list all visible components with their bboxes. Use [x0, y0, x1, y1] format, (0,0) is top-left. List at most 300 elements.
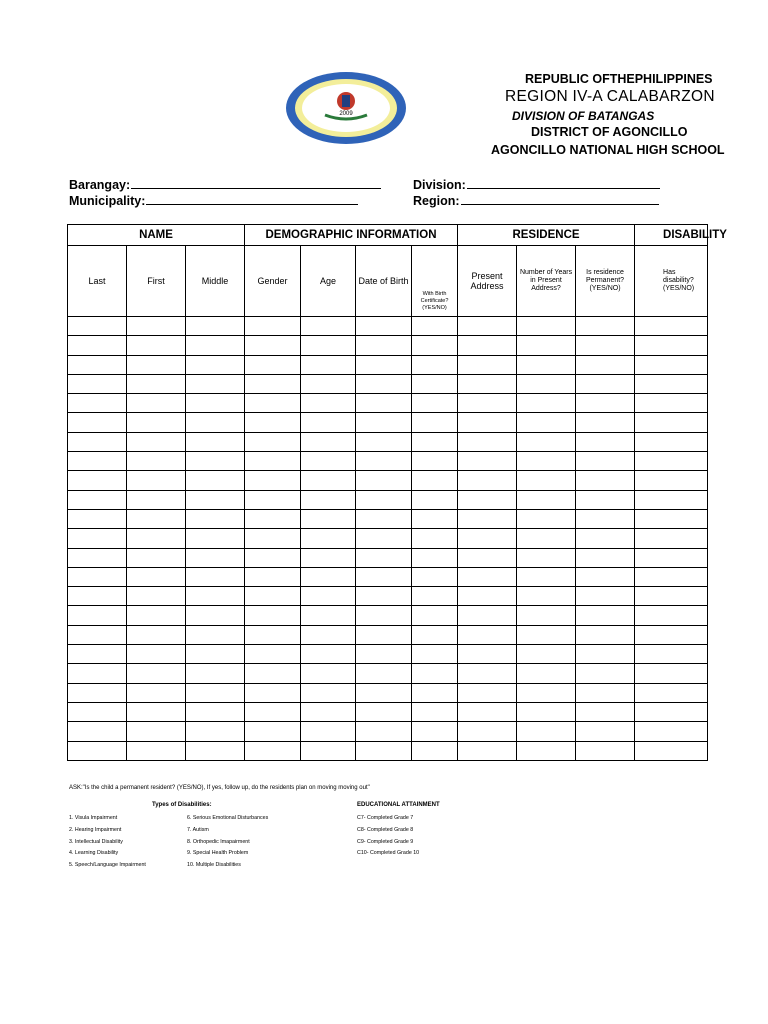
table-cell[interactable]	[458, 741, 517, 760]
table-cell[interactable]	[245, 702, 301, 721]
table-cell[interactable]	[356, 741, 412, 760]
table-cell[interactable]	[517, 355, 576, 374]
table-cell[interactable]	[301, 452, 356, 471]
table-cell[interactable]	[356, 529, 412, 548]
table-cell[interactable]	[412, 529, 458, 548]
table-cell[interactable]	[68, 394, 127, 413]
col-years-present-address: Number of Years in Present Address?	[517, 246, 576, 317]
table-cell[interactable]	[127, 722, 186, 741]
table-cell[interactable]	[356, 355, 412, 374]
table-cell[interactable]	[245, 548, 301, 567]
table-cell[interactable]	[245, 355, 301, 374]
table-cell[interactable]	[356, 664, 412, 683]
table-cell[interactable]	[412, 567, 458, 586]
table-body	[68, 317, 708, 761]
table-cell[interactable]	[301, 645, 356, 664]
table-cell[interactable]	[412, 413, 458, 432]
table-cell[interactable]	[186, 567, 245, 586]
table-cell[interactable]	[356, 432, 412, 451]
table-cell[interactable]	[412, 702, 458, 721]
table-cell[interactable]	[517, 336, 576, 355]
table-cell[interactable]	[517, 587, 576, 606]
barangay-label: Barangay:	[69, 178, 131, 192]
table-cell[interactable]	[412, 471, 458, 490]
table-cell[interactable]	[186, 606, 245, 625]
table-cell[interactable]	[186, 374, 245, 393]
table-cell[interactable]	[576, 394, 635, 413]
table-row	[68, 567, 708, 586]
table-cell[interactable]	[412, 355, 458, 374]
table-cell[interactable]	[412, 625, 458, 644]
table-cell[interactable]	[458, 490, 517, 509]
table-cell[interactable]	[458, 548, 517, 567]
disability-types-list-1	[69, 813, 146, 872]
table-cell[interactable]	[517, 645, 576, 664]
table-cell[interactable]	[517, 625, 576, 644]
table-cell[interactable]	[127, 606, 186, 625]
table-row	[68, 683, 708, 702]
header-district: DISTRICT OF AGONCILLO	[531, 125, 688, 139]
table-cell[interactable]	[245, 471, 301, 490]
table-cell[interactable]	[412, 509, 458, 528]
table-cell[interactable]	[68, 664, 127, 683]
table-cell[interactable]	[576, 567, 635, 586]
table-cell[interactable]	[635, 374, 708, 393]
table-cell[interactable]	[68, 336, 127, 355]
table-cell[interactable]	[576, 645, 635, 664]
table-cell[interactable]	[186, 317, 245, 336]
table-cell[interactable]	[301, 722, 356, 741]
table-cell[interactable]	[517, 394, 576, 413]
table-cell[interactable]	[517, 452, 576, 471]
barangay-field[interactable]	[69, 177, 381, 192]
table-cell[interactable]	[517, 432, 576, 451]
table-cell[interactable]	[245, 606, 301, 625]
table-cell[interactable]	[412, 317, 458, 336]
table-cell[interactable]	[356, 606, 412, 625]
table-cell[interactable]	[412, 587, 458, 606]
table-cell[interactable]	[68, 355, 127, 374]
table-cell[interactable]	[68, 741, 127, 760]
table-cell[interactable]	[635, 548, 708, 567]
table-cell[interactable]	[186, 336, 245, 355]
table-cell[interactable]	[356, 374, 412, 393]
table-cell[interactable]	[517, 413, 576, 432]
table-cell[interactable]	[127, 702, 186, 721]
table-cell[interactable]	[576, 741, 635, 760]
table-cell[interactable]	[458, 567, 517, 586]
table-cell[interactable]	[412, 490, 458, 509]
table-cell[interactable]	[635, 587, 708, 606]
municipality-blank[interactable]	[146, 193, 358, 205]
table-cell[interactable]	[356, 683, 412, 702]
table-cell[interactable]	[458, 664, 517, 683]
table-cell[interactable]	[517, 606, 576, 625]
table-cell[interactable]	[576, 722, 635, 741]
table-cell[interactable]	[186, 625, 245, 644]
table-cell[interactable]	[635, 452, 708, 471]
table-cell[interactable]	[635, 471, 708, 490]
table-cell[interactable]	[356, 452, 412, 471]
table-cell[interactable]	[356, 587, 412, 606]
table-cell[interactable]	[576, 664, 635, 683]
table-cell[interactable]	[517, 529, 576, 548]
table-cell[interactable]	[186, 432, 245, 451]
table-cell[interactable]	[635, 645, 708, 664]
table-cell[interactable]	[127, 394, 186, 413]
table-cell[interactable]	[127, 548, 186, 567]
table-cell[interactable]	[576, 317, 635, 336]
table-cell[interactable]	[458, 317, 517, 336]
table-cell[interactable]	[245, 509, 301, 528]
educational-attainment-item: C9- Completed Grade 9	[357, 838, 414, 845]
table-cell[interactable]	[517, 509, 576, 528]
table-cell[interactable]	[458, 374, 517, 393]
table-cell[interactable]	[412, 683, 458, 702]
table-cell[interactable]	[412, 664, 458, 683]
table-cell[interactable]	[245, 413, 301, 432]
table-cell[interactable]	[186, 722, 245, 741]
col-last: Last	[68, 246, 127, 317]
table-cell[interactable]	[186, 587, 245, 606]
table-cell[interactable]	[576, 471, 635, 490]
table-cell[interactable]	[412, 374, 458, 393]
table-cell[interactable]	[356, 394, 412, 413]
section-residence: RESIDENCE	[458, 225, 635, 246]
col-gender: Gender	[245, 246, 301, 317]
table-cell[interactable]	[68, 587, 127, 606]
table-cell[interactable]	[245, 394, 301, 413]
table-cell[interactable]	[186, 548, 245, 567]
table-cell[interactable]	[356, 722, 412, 741]
table-cell[interactable]	[356, 625, 412, 644]
table-cell[interactable]	[301, 336, 356, 355]
table-cell[interactable]	[356, 471, 412, 490]
col-date-of-birth: Date of Birth	[356, 246, 412, 317]
table-cell[interactable]	[68, 432, 127, 451]
table-cell[interactable]	[301, 702, 356, 721]
disability-type-item: 10. Multiple Disabilities	[187, 862, 241, 869]
table-cell[interactable]	[186, 490, 245, 509]
table-cell[interactable]	[186, 509, 245, 528]
table-cell[interactable]	[301, 664, 356, 683]
table-cell[interactable]	[68, 413, 127, 432]
table-cell[interactable]	[458, 432, 517, 451]
table-cell[interactable]	[517, 567, 576, 586]
table-cell[interactable]	[458, 702, 517, 721]
table-cell[interactable]	[127, 471, 186, 490]
table-cell[interactable]	[301, 374, 356, 393]
table-cell[interactable]	[186, 413, 245, 432]
table-row	[68, 606, 708, 625]
table-cell[interactable]	[127, 567, 186, 586]
table-cell[interactable]	[576, 336, 635, 355]
table-cell[interactable]	[576, 509, 635, 528]
table-row	[68, 625, 708, 644]
table-cell[interactable]	[356, 413, 412, 432]
table-cell[interactable]	[458, 413, 517, 432]
table-cell[interactable]	[635, 432, 708, 451]
table-cell[interactable]	[245, 625, 301, 644]
table-cell[interactable]	[68, 452, 127, 471]
barangay-blank[interactable]	[131, 177, 381, 189]
table-row	[68, 529, 708, 548]
table-cell[interactable]	[635, 355, 708, 374]
col-birth-certificate: With Birth Certificate? (YES/NO)	[412, 246, 458, 317]
column-header-row	[68, 246, 708, 317]
table-cell[interactable]	[68, 625, 127, 644]
table-cell[interactable]	[68, 645, 127, 664]
table-cell[interactable]	[635, 702, 708, 721]
table-cell[interactable]	[635, 336, 708, 355]
table-cell[interactable]	[245, 336, 301, 355]
table-cell[interactable]	[458, 625, 517, 644]
table-cell[interactable]	[68, 471, 127, 490]
table-cell[interactable]	[127, 587, 186, 606]
table-cell[interactable]	[301, 413, 356, 432]
table-cell[interactable]	[186, 529, 245, 548]
table-cell[interactable]	[635, 741, 708, 760]
table-cell[interactable]	[127, 664, 186, 683]
table-cell[interactable]	[635, 683, 708, 702]
table-row	[68, 645, 708, 664]
table-cell[interactable]	[635, 625, 708, 644]
disability-type-item: 5. Speech/Language Impairment	[69, 862, 146, 869]
table-cell[interactable]	[517, 683, 576, 702]
table-cell[interactable]	[576, 702, 635, 721]
table-cell[interactable]	[576, 355, 635, 374]
table-cell[interactable]	[245, 587, 301, 606]
col-age: Age	[301, 246, 356, 317]
table-cell[interactable]	[68, 702, 127, 721]
table-cell[interactable]	[412, 606, 458, 625]
table-cell[interactable]	[412, 741, 458, 760]
table-cell[interactable]	[186, 394, 245, 413]
table-cell[interactable]	[186, 645, 245, 664]
table-cell[interactable]	[517, 548, 576, 567]
table-cell[interactable]	[356, 702, 412, 721]
table-cell[interactable]	[458, 587, 517, 606]
table-row	[68, 452, 708, 471]
table-cell[interactable]	[68, 722, 127, 741]
table-cell[interactable]	[301, 529, 356, 548]
table-row	[68, 432, 708, 451]
table-cell[interactable]	[635, 413, 708, 432]
table-cell[interactable]	[458, 529, 517, 548]
table-cell[interactable]	[635, 606, 708, 625]
table-cell[interactable]	[576, 432, 635, 451]
table-cell[interactable]	[576, 683, 635, 702]
table-cell[interactable]	[576, 529, 635, 548]
table-cell[interactable]	[458, 606, 517, 625]
table-cell[interactable]	[245, 529, 301, 548]
table-cell[interactable]	[301, 741, 356, 760]
table-cell[interactable]	[635, 664, 708, 683]
table-cell[interactable]	[245, 567, 301, 586]
table-cell[interactable]	[517, 664, 576, 683]
table-cell[interactable]	[301, 317, 356, 336]
table-cell[interactable]	[301, 471, 356, 490]
table-cell[interactable]	[186, 741, 245, 760]
table-cell[interactable]	[356, 567, 412, 586]
section-disability: DISABILITY	[635, 225, 708, 246]
table-cell[interactable]	[245, 664, 301, 683]
table-cell[interactable]	[458, 452, 517, 471]
table-cell[interactable]	[186, 683, 245, 702]
table-cell[interactable]	[517, 317, 576, 336]
table-row	[68, 490, 708, 509]
table-cell[interactable]	[301, 509, 356, 528]
table-cell[interactable]	[301, 355, 356, 374]
table-cell[interactable]	[458, 471, 517, 490]
table-cell[interactable]	[127, 413, 186, 432]
table-row	[68, 702, 708, 721]
table-cell[interactable]	[576, 587, 635, 606]
table-cell[interactable]	[412, 432, 458, 451]
table-cell[interactable]	[127, 336, 186, 355]
table-cell[interactable]	[68, 529, 127, 548]
table-cell[interactable]	[576, 452, 635, 471]
table-cell[interactable]	[245, 452, 301, 471]
table-row	[68, 336, 708, 355]
col-first: First	[127, 246, 186, 317]
table-cell[interactable]	[576, 374, 635, 393]
table-cell[interactable]	[412, 452, 458, 471]
ask-note: ASK:"Is the child a permanent resident? (YES/NO), If yes, follow up, do the residents plan on moving moving out"	[69, 785, 370, 791]
table-cell[interactable]	[517, 490, 576, 509]
table-cell[interactable]	[412, 645, 458, 664]
educational-attainment-title: EDUCATIONAL ATTAINMENT	[357, 802, 440, 808]
table-cell[interactable]	[127, 452, 186, 471]
table-cell[interactable]	[458, 509, 517, 528]
table-cell[interactable]	[458, 394, 517, 413]
table-cell[interactable]	[186, 452, 245, 471]
table-cell[interactable]	[186, 471, 245, 490]
table-cell[interactable]	[635, 529, 708, 548]
table-cell[interactable]	[635, 567, 708, 586]
learner-table	[67, 224, 727, 761]
table-cell[interactable]	[412, 722, 458, 741]
table-cell[interactable]	[458, 722, 517, 741]
header-school: AGONCILLO NATIONAL HIGH SCHOOL	[491, 143, 725, 157]
table-cell[interactable]	[68, 606, 127, 625]
table-cell[interactable]	[245, 317, 301, 336]
table-cell[interactable]	[245, 374, 301, 393]
region-field[interactable]	[413, 193, 659, 208]
table-cell[interactable]	[127, 374, 186, 393]
division-blank[interactable]	[467, 177, 660, 189]
disability-types-list-2	[187, 813, 268, 872]
table-cell[interactable]	[301, 606, 356, 625]
table-cell[interactable]	[68, 683, 127, 702]
table-cell[interactable]	[635, 490, 708, 509]
table-cell[interactable]	[245, 741, 301, 760]
table-cell[interactable]	[68, 317, 127, 336]
table-cell[interactable]	[356, 490, 412, 509]
table-cell[interactable]	[517, 374, 576, 393]
table-cell[interactable]	[517, 702, 576, 721]
table-cell[interactable]	[301, 587, 356, 606]
educational-attainment-item: C8- Completed Grade 8	[357, 826, 414, 833]
table-cell[interactable]	[517, 471, 576, 490]
table-cell[interactable]	[127, 683, 186, 702]
table-cell[interactable]	[245, 722, 301, 741]
table-cell[interactable]	[127, 317, 186, 336]
region-blank[interactable]	[461, 193, 659, 205]
table-cell[interactable]	[186, 702, 245, 721]
table-cell[interactable]	[356, 548, 412, 567]
table-cell[interactable]	[517, 741, 576, 760]
table-cell[interactable]	[458, 683, 517, 702]
table-cell[interactable]	[68, 548, 127, 567]
table-cell[interactable]	[576, 625, 635, 644]
table-cell[interactable]	[576, 490, 635, 509]
table-cell[interactable]	[186, 664, 245, 683]
table-cell[interactable]	[412, 336, 458, 355]
table-cell[interactable]	[68, 509, 127, 528]
table-cell[interactable]	[127, 645, 186, 664]
table-cell[interactable]	[458, 645, 517, 664]
disability-type-item: 6. Serious Emotional Disturbances	[187, 815, 269, 821]
table-cell[interactable]	[301, 567, 356, 586]
table-cell[interactable]	[517, 722, 576, 741]
table-cell[interactable]	[301, 548, 356, 567]
table-cell[interactable]	[245, 645, 301, 664]
division-field[interactable]	[413, 177, 660, 192]
table-cell[interactable]	[576, 548, 635, 567]
table-cell[interactable]	[301, 683, 356, 702]
table-cell[interactable]	[458, 336, 517, 355]
municipality-field[interactable]	[69, 193, 358, 208]
table-cell[interactable]	[356, 509, 412, 528]
table-cell[interactable]	[127, 355, 186, 374]
table-cell[interactable]	[635, 722, 708, 741]
table-cell[interactable]	[356, 645, 412, 664]
table-cell[interactable]	[245, 432, 301, 451]
table-cell[interactable]	[68, 374, 127, 393]
table-cell[interactable]	[635, 394, 708, 413]
table-cell[interactable]	[245, 490, 301, 509]
table-cell[interactable]	[458, 355, 517, 374]
table-cell[interactable]	[127, 529, 186, 548]
table-cell[interactable]	[635, 509, 708, 528]
table-cell[interactable]	[356, 336, 412, 355]
table-cell[interactable]	[412, 548, 458, 567]
table-cell[interactable]	[576, 413, 635, 432]
table-cell[interactable]	[68, 567, 127, 586]
table-cell[interactable]	[301, 490, 356, 509]
disability-type-item: 8. Orthopedic Imapairment	[187, 838, 250, 845]
table-cell[interactable]	[186, 355, 245, 374]
table-cell[interactable]	[301, 394, 356, 413]
table-cell[interactable]	[127, 741, 186, 760]
table-cell[interactable]	[576, 606, 635, 625]
table-cell[interactable]	[635, 317, 708, 336]
table-cell[interactable]	[301, 625, 356, 644]
table-cell[interactable]	[412, 394, 458, 413]
table-cell[interactable]	[127, 625, 186, 644]
table-cell[interactable]	[245, 683, 301, 702]
table-cell[interactable]	[127, 490, 186, 509]
table-cell[interactable]	[127, 432, 186, 451]
table-cell[interactable]	[68, 490, 127, 509]
table-cell[interactable]	[301, 432, 356, 451]
table-cell[interactable]	[127, 509, 186, 528]
table-cell[interactable]	[356, 317, 412, 336]
header-region: REGION IV-A CALABARZON	[505, 88, 715, 105]
table-row	[68, 374, 708, 393]
disability-type-item: 3. Intellectual Disability	[69, 838, 123, 845]
